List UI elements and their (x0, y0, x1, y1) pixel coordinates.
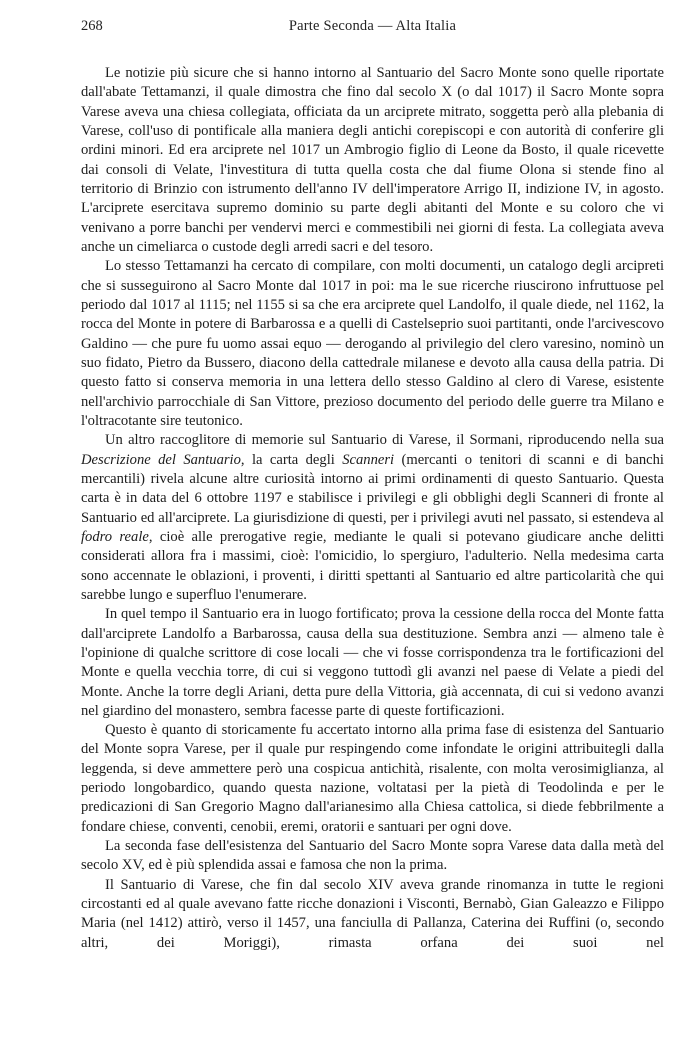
italic-text: Scanneri (342, 451, 395, 468)
section-title: Parte Seconda — Alta Italia (288, 18, 457, 34)
paragraph-text: Le notizie più sicure che si hanno intorno al Santuario del Sacro Monte sono quelle riportate dall'abate Tettamanzi, il quale dimostra che fino dal secolo X (o dal 1017) il Sacro Monte sopra Varese aveva una chiesa collegiata, officiata da un arciprete mitrato, soggetta però alla plebania di Varese, coll'uso di pontificale alla maniera degli antichi corepiscopi e con autorità di conferire gli ordini minori. Ed era arciprete nel 1017 un Ambrogio figlio di Leone da Bosto, il quale ricevette dai consoli di Velate, l'investitura di tutta quella costa che dal fiume Olona si stende fino al territorio di Brinzio con istrumento dell'anno IV dell'imperatore Arrigo II, indizione IV, in agosto. L'arciprete esercitava supremo dominio su parte degli abitanti del Monte e su coloro che vi venivano a porre banchi per vendervi merci e commestibili nei giorni di festa. La collegiata aveva anche un cimeliarca o custode degli arredi sacri e del tesoro. (81, 65, 664, 255)
paragraph (81, 837, 664, 876)
paragraph (81, 64, 664, 257)
italic-text: fodro reale (81, 528, 149, 545)
paragraph-text: Questo è quanto di storicamente fu accertato intorno alla prima fase di esistenza del Santuario del Monte sopra Varese, per il quale pur respingendo come infondate le origini attribuitegli dalla leggenda, si deve ammettere però una cospicua antichità, risalente, con molta verosimiglianza, al periodo longobardico, quando questa nazione, voltatasi per la pietà di Teodolinda e per le predicazioni di San Gregorio Magno dall'arianesimo alla Chiesa cattolica, si diede febbrilmente a fondare chiese, conventi, cenobii, eremi, oratorii e santuari per ogni dove. (81, 722, 664, 835)
italic-text: Descrizione del Santuario (81, 451, 241, 468)
paragraph (81, 431, 664, 605)
paragraph-text: , la carta degli (240, 451, 343, 468)
paragraph (81, 605, 664, 721)
paragraph (81, 876, 664, 953)
paragraph-text: Un altro raccoglitore di memorie sul Santuario di Varese, il Sormani, riproducendo nella sua (105, 432, 664, 449)
body-text (81, 64, 664, 953)
page-number: 268 (81, 18, 103, 34)
paragraph-text: Lo stesso Tettamanzi ha cercato di compilare, con molti documenti, un catalogo degli arcipreti che si susseguirono al Sacro Monte dal 1017 in poi: ma le sue ricerche riuscirono infruttuose pel periodo dal 1017 al 1115; nel 1155 si sa che era arciprete quel Landolfo, il quale diede, nel 1162, la rocca del Monte in potere di Barbarossa e a quelli di Castelseprio suoi partitanti, onde l'arcivescovo Galdino — che pure fu uomo assai equo — derogando al privilegio del clero varesino, nominò un suo fidato, Pietro da Bussero, diacono della cattedrale milanese e devoto alla causa della patria. Di questo fatto si conserva memoria in una lettera dello stesso Galdino al clero di Varese, esistente nell'archivio parrocchiale di San Vittore, prezioso documento del periodo delle guerre tra Milano e l'oltracotante sire teutonico. (81, 258, 664, 429)
paragraph-text: (mercanti o tenitori di scanni e di banchi mercantili) rivela alcune altre curiosità intorno ai primi ordinamenti di questo Santuario. Questa carta è in data del 6 ottobre 1197 e stabilisce i privilegi e gli obblighi degli Scanneri di fronte al Santuario ed all'arciprete. La giurisdizione di questi, per i privilegi avuti nel passato, si estendeva al (81, 451, 664, 526)
paragraph (81, 721, 664, 837)
paragraph-text: La seconda fase dell'esistenza del Santuario del Sacro Monte sopra Varese data dalla metà del secolo XV, ed è più splendida assai e famosa che non la prima. (81, 838, 664, 874)
paragraph-text: Il Santuario di Varese, che fin dal secolo XIV aveva grande rinomanza in tutte le regioni circostanti ed al quale avevano fatte ricche donazioni i Visconti, Bernabò, Gian Galeazzo e Filippo Maria (nel 1412) attirò, verso il 1457, una fanciulla di Pallanza, Caterina dei Ruffini (o, secondo altri, dei Moriggi), rimasta orfana dei suoi nel (81, 876, 664, 951)
paragraph (81, 257, 664, 431)
running-head (81, 18, 664, 40)
paragraph-text: In quel tempo il Santuario era in luogo fortificato; prova la cessione della rocca del Monte fatta dall'arciprete Landolfo a Barbarossa, causa della sua destituzione. Sembra anzi — almeno tale è l'opinione di qualche scrittore di cose locali — che vi fosse corrispondenza tra le fortificazioni del Monte e quella vecchia torre, di cui si veggono tuttodì gli avanzi nel paese di Velate a piedi del Monte. Anche la torre degli Ariani, detta pure della Vittoria, già accennata, di cui si vedono avanzi nel giardino del monastero, sembra facesse parte di queste fortificazioni. (81, 606, 664, 719)
paragraph-text: , cioè alle prerogative regie, mediante le quali si potevano giudicare anche delitti considerati allora fra i massimi, cioè: l'omicidio, lo spergiuro, l'adulterio. Nella medesima carta sono accennate le oblazioni, i proventi, i diritti spettanti al Santuario ed altre particolarità che qui sarebbe lungo e superfluo l'enumerare. (81, 528, 664, 603)
